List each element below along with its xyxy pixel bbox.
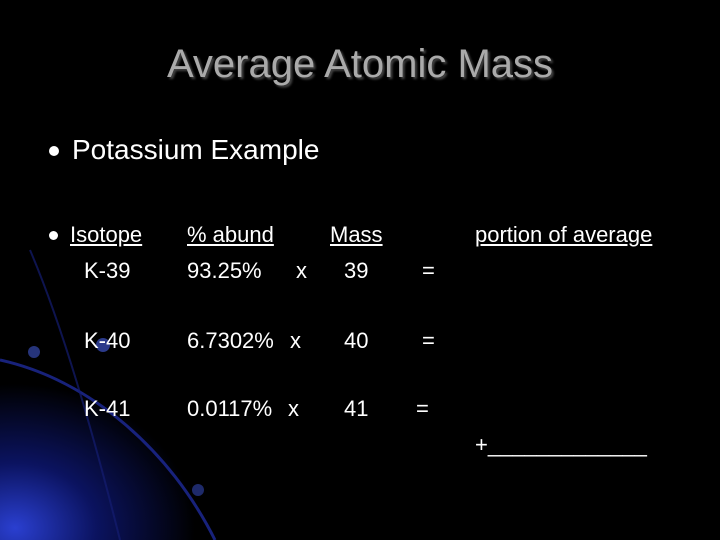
row3-equals: = xyxy=(416,396,429,421)
row1-times: x xyxy=(296,258,307,283)
slide-title: Average Atomic Mass xyxy=(166,42,554,86)
row3-times: x xyxy=(288,396,299,421)
header-isotope: Isotope xyxy=(70,222,143,247)
row2-times: x xyxy=(290,328,301,353)
row1-abund: 93.25% xyxy=(187,258,262,283)
header-mass: Mass xyxy=(330,222,383,247)
header-portion: portion of average xyxy=(475,222,653,247)
bullet-dot-1 xyxy=(49,146,59,156)
row1-equals: = xyxy=(422,258,435,283)
row2-mass: 40 xyxy=(344,328,369,353)
row3-isotope: K-41 xyxy=(84,396,131,421)
header-abund: % abund xyxy=(187,222,274,247)
sum-line: +_____________ xyxy=(475,432,647,457)
row2-isotope: K-40 xyxy=(84,328,131,353)
row3-abund: 0.0117% xyxy=(187,396,273,421)
row3-mass: 41 xyxy=(344,396,369,421)
bullet-dot-2 xyxy=(49,231,58,240)
row1-isotope: K-39 xyxy=(84,258,131,283)
row2-abund: 6.7302% xyxy=(187,328,274,353)
row1-mass: 39 xyxy=(344,258,369,283)
bullet-potassium-example: Potassium Example xyxy=(72,134,320,165)
row2-equals: = xyxy=(422,328,435,353)
